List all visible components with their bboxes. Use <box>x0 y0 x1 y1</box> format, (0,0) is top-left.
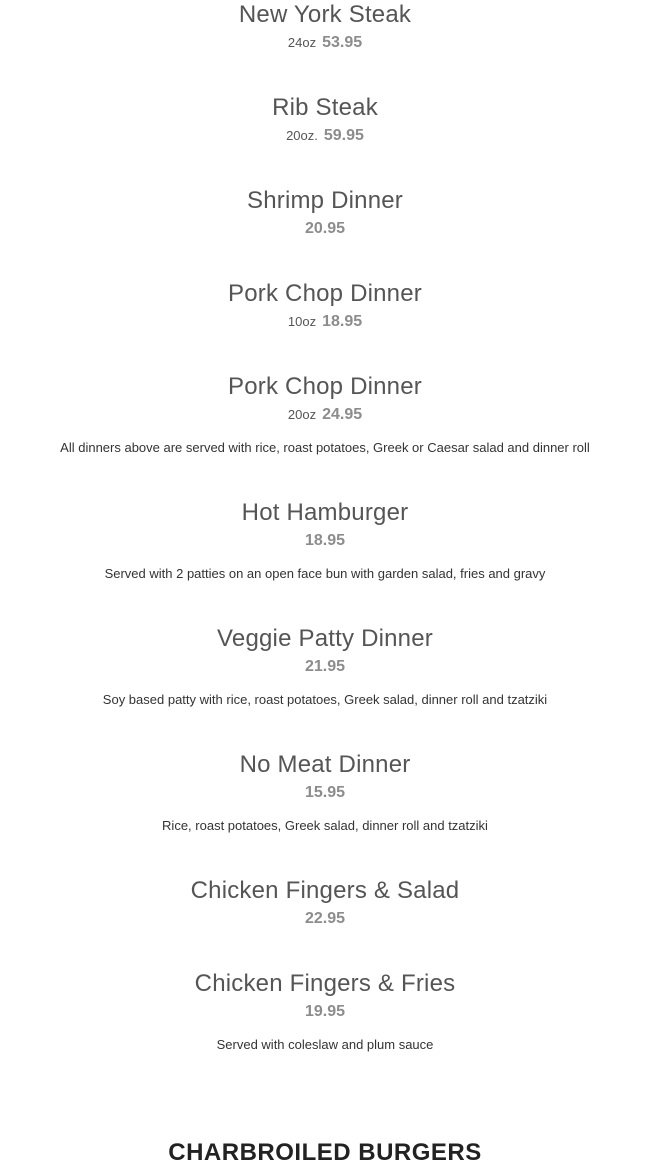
item-description: Rice, roast potatoes, Greek salad, dinner roll and tzatziki <box>162 818 488 833</box>
item-name: New York Steak <box>238 1 412 28</box>
item-price: 20.95 <box>304 220 346 237</box>
item-name: No Meat Dinner <box>239 751 411 778</box>
price-line <box>0 783 650 803</box>
item-name: Pork Chop Dinner <box>228 280 422 307</box>
item-name: Chicken Fingers & Salad <box>190 877 460 904</box>
menu-item-chicken-fingers-fries <box>0 969 650 1054</box>
item-size: 20oz <box>287 407 317 422</box>
item-name: Rib Steak <box>272 94 378 121</box>
menu-item-hot-hamburger <box>0 498 650 583</box>
item-price: 19.95 <box>304 1003 346 1020</box>
item-price: 15.95 <box>304 784 346 801</box>
price-line <box>0 219 650 239</box>
menu-item-new-york-steak <box>0 0 650 53</box>
item-name: Shrimp Dinner <box>247 187 403 214</box>
item-name: Veggie Patty Dinner <box>217 625 433 652</box>
item-price: 18.95 <box>322 313 363 330</box>
item-name: Pork Chop Dinner <box>228 373 422 400</box>
menu-item-no-meat-dinner <box>0 750 650 835</box>
price-line <box>0 312 650 332</box>
item-description: Soy based patty with rice, roast potatoes, Greek salad, dinner roll and tzatziki <box>102 692 548 707</box>
section-heading-charbroiled-burgers: CHARBROILED BURGERS <box>168 1139 482 1166</box>
menu-item-veggie-patty-dinner <box>0 624 650 709</box>
menu-item-rib-steak <box>0 93 650 146</box>
item-price: 59.95 <box>323 127 364 144</box>
item-price: 21.95 <box>304 658 346 675</box>
item-description: All dinners above are served with rice, roast potatoes, Greek or Caesar salad and dinner roll <box>60 440 590 455</box>
item-price: 18.95 <box>304 532 346 549</box>
menu-item-pork-chop-20oz <box>0 372 650 457</box>
menu-item-chicken-fingers-salad <box>0 876 650 929</box>
item-size: 10oz <box>287 314 317 329</box>
price-line <box>0 126 650 146</box>
price-line <box>0 531 650 551</box>
item-size: 20oz. <box>286 128 318 143</box>
item-price: 53.95 <box>322 34 363 51</box>
menu-item-shrimp-dinner <box>0 186 650 239</box>
price-line <box>0 33 650 53</box>
item-price: 22.95 <box>304 910 346 927</box>
price-line <box>0 1002 650 1022</box>
price-line <box>0 405 650 425</box>
price-line <box>0 657 650 677</box>
item-size: 24oz <box>287 35 317 50</box>
item-name: Chicken Fingers & Fries <box>194 970 456 997</box>
item-price: 24.95 <box>322 406 363 423</box>
menu-item-pork-chop-10oz <box>0 279 650 332</box>
item-description: Served with 2 patties on an open face bun with garden salad, fries and gravy <box>104 566 546 581</box>
item-description: Served with coleslaw and plum sauce <box>216 1037 434 1052</box>
price-line <box>0 909 650 929</box>
item-name: Hot Hamburger <box>241 499 409 526</box>
